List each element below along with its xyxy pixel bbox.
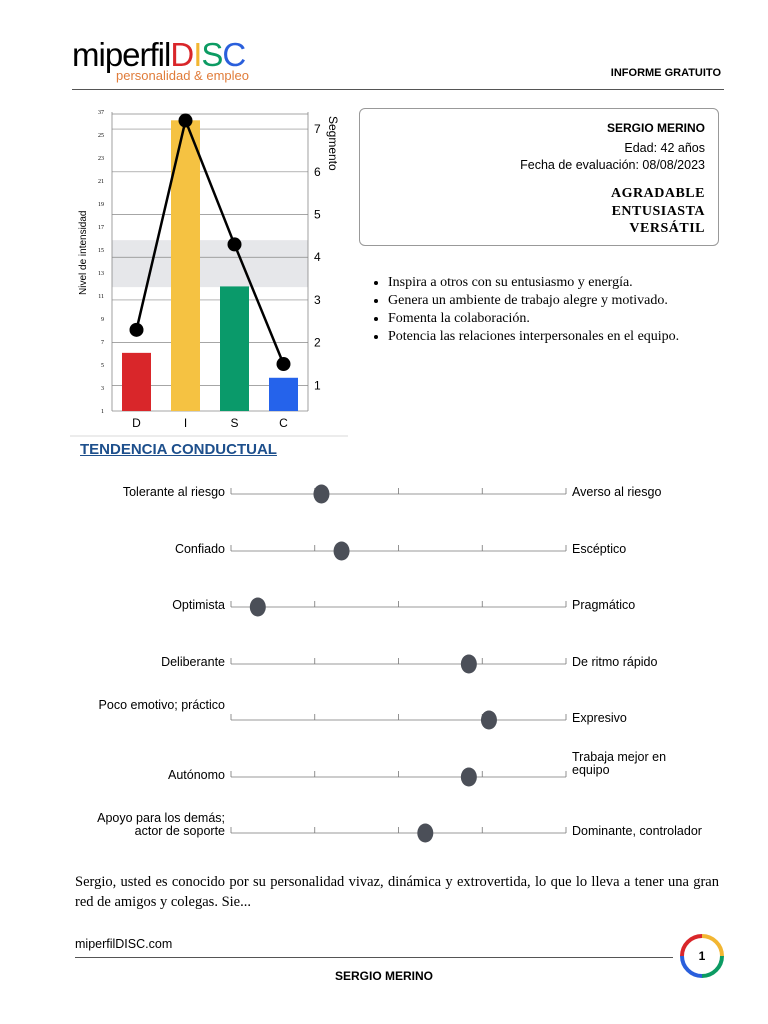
trait: VERSÁTIL <box>629 221 705 236</box>
profile-date: Fecha de evaluación: 08/08/2023 <box>520 158 705 172</box>
left-tick-label: 11 <box>98 294 104 300</box>
profile-age: Edad: 42 años <box>624 141 705 155</box>
highlight-band-rect <box>112 240 308 287</box>
list-item: • Potencia las relaciones interpersonales en el equipo. <box>388 328 679 346</box>
strengths-list <box>362 274 679 346</box>
right-tick-label: 6 <box>314 164 321 179</box>
segment-point-c <box>277 357 291 371</box>
scale-track <box>226 651 571 675</box>
scale-right-label: Pragmático <box>572 598 636 612</box>
page-number: 1 <box>698 949 706 963</box>
logo-wordmark: miperfilDISC <box>72 36 246 73</box>
scale-left-label: Tolerante al riesgo <box>122 485 225 499</box>
left-tick-label: 13 <box>98 271 104 277</box>
right-tick-label: 1 <box>314 378 321 393</box>
highlight-band <box>112 240 308 287</box>
scale-track <box>226 707 571 731</box>
footer-divider <box>75 957 673 958</box>
segment-point-i <box>179 114 193 128</box>
right-axis-label: Segmento <box>326 116 340 171</box>
right-axis-ticks <box>314 122 321 392</box>
scale-track <box>226 481 571 505</box>
footer-name: SERGIO MERINO <box>334 969 433 983</box>
left-tick-label: 3 <box>101 386 104 392</box>
left-axis-ticks <box>98 110 104 415</box>
list-item: • Inspira a otros con su entusiasmo y energía. <box>388 274 679 292</box>
scale-left-label: Confiado <box>174 541 225 556</box>
left-tick-label: 21 <box>98 179 104 185</box>
scale-marker <box>461 654 477 673</box>
section-title: TENDENCIA CONDUCTUAL <box>80 441 277 458</box>
left-tick-label: 1 <box>101 409 104 415</box>
header-divider <box>72 89 724 90</box>
scale-marker <box>481 711 497 730</box>
left-tick-label: 25 <box>98 133 104 139</box>
bar-d <box>122 353 151 411</box>
left-tick-label: 37 <box>98 110 104 116</box>
list-item: • Fomenta la colaboración. <box>388 310 679 328</box>
right-tick-label: 3 <box>314 292 321 307</box>
logo-tagline: personalidad & empleo <box>116 68 249 83</box>
left-tick-label: 19 <box>98 202 104 208</box>
bar-s <box>220 286 249 411</box>
category-label-i: I <box>183 416 188 430</box>
scale-right-label: Trabaja mejor en equipo <box>572 749 667 777</box>
profile-card <box>359 108 719 246</box>
trait: AGRADABLE <box>611 186 705 201</box>
profile-name: SERGIO MERINO <box>606 121 705 135</box>
footer-site: miperfilDISC.com <box>75 937 173 951</box>
left-tick-label: 23 <box>98 156 104 162</box>
scale-left-label: Apoyo para los demás; actor de soporte <box>97 811 225 838</box>
scale-marker <box>461 767 477 786</box>
scale-left-label: Optimista <box>172 598 225 612</box>
scale-marker <box>334 541 350 560</box>
category-label-d: D <box>132 416 141 430</box>
list-item: • Genera un ambiente de trabajo alegre y motivado. <box>388 292 679 310</box>
scale-right-label: Dominante, controlador <box>572 824 702 838</box>
right-tick-label: 7 <box>314 122 321 137</box>
scale-track <box>226 594 571 618</box>
right-tick-label: 5 <box>314 207 321 222</box>
left-tick-label: 17 <box>98 225 104 231</box>
summary-paragraph: Sergio, usted es conocido por su personalidad vivaz, dinámica y extrovertida, lo que lo lleva a tener una gran red de amigos y colegas. Sie... <box>75 874 719 910</box>
scale-right-label: Escéptico <box>572 541 627 556</box>
scale-marker <box>250 598 266 617</box>
category-label-c: C <box>279 416 288 430</box>
scale-marker <box>417 824 433 843</box>
page-number-badge <box>679 933 725 979</box>
scale-right-label: De ritmo rápido <box>572 654 658 669</box>
scale-left-label: Autónomo <box>168 767 225 782</box>
bar-c <box>269 378 298 411</box>
report-label: INFORME GRATUITO <box>610 67 721 79</box>
logo <box>72 38 249 83</box>
right-tick-label: 2 <box>314 335 321 350</box>
profile-traits <box>611 185 705 238</box>
left-tick-label: 15 <box>98 248 104 254</box>
disc-chart <box>70 100 355 445</box>
category-label-s: S <box>230 416 239 430</box>
scale-right-label: Averso al riesgo <box>572 485 662 499</box>
trait: ENTUSIASTA <box>611 203 705 219</box>
left-axis-label: Nivel de intensidad <box>78 210 89 295</box>
right-tick-label: 4 <box>314 250 321 265</box>
scale-track <box>226 820 571 844</box>
scale-right-label: Expresivo <box>572 711 627 725</box>
scale-track <box>226 538 571 562</box>
left-tick-label: 7 <box>101 340 104 346</box>
segment-point-d <box>130 323 144 337</box>
scale-track <box>226 764 571 788</box>
left-tick-label: 5 <box>101 363 104 369</box>
category-labels <box>132 416 288 430</box>
scale-marker <box>313 485 329 504</box>
left-tick-label: 9 <box>101 317 104 323</box>
segment-point-s <box>228 237 242 251</box>
scale-left-label: Poco emotivo; práctico <box>98 698 225 712</box>
scale-left-label: Deliberante <box>161 654 225 669</box>
